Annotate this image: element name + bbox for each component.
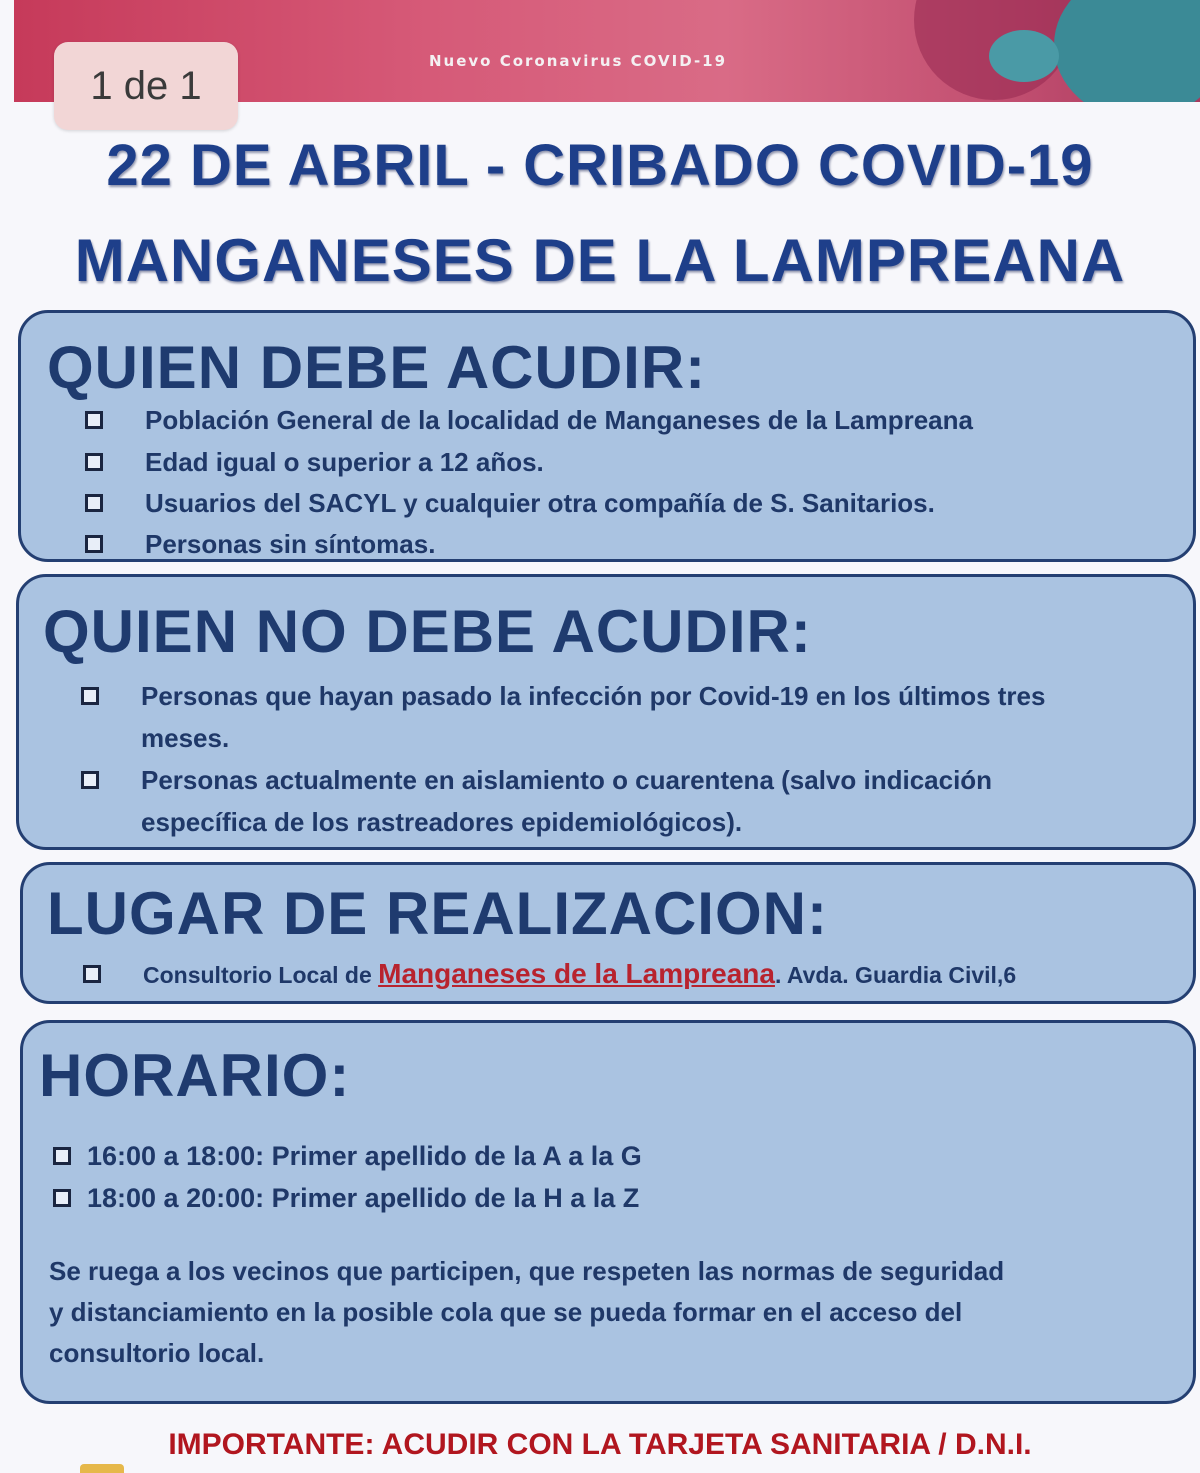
schedule-section <box>20 1020 1196 1404</box>
list-item: Población General de la localidad de Manganeses de la Lampreana <box>145 405 973 435</box>
location-link[interactable]: Manganeses de la Lampreana <box>378 958 775 989</box>
schedule-note: consultorio local. <box>49 1338 265 1368</box>
checkbox-icon <box>53 1189 71 1207</box>
checkbox-icon <box>85 453 103 471</box>
important-notice: IMPORTANTE: ACUDIR CON LA TARJETA SANITARIA / D.N.I. <box>168 1428 1032 1461</box>
schedule-slot: 18:00 a 20:00: Primer apellido de la H a la Z <box>87 1183 640 1213</box>
location-prefix: Consultorio Local de <box>143 962 379 988</box>
section-title: LUGAR DE REALIZACION: <box>47 880 828 947</box>
banner-title: Nuevo Coronavirus COVID-19 <box>429 52 728 70</box>
checkbox-icon <box>85 494 103 512</box>
list-item: Personas que hayan pasado la infección por Covid-19 en los últimos tres <box>141 681 1046 711</box>
section-title: QUIEN DEBE ACUDIR: <box>47 334 707 401</box>
crown-logo-icon <box>80 1464 124 1473</box>
list-item-continuation: específica de los rastreadores epidemiológicos). <box>141 807 743 837</box>
schedule-note: y distanciamiento en la posible cola que se pueda formar en el acceso del <box>49 1297 963 1327</box>
page-title: 22 DE ABRIL - CRIBADO COVID-19 <box>106 133 1094 198</box>
schedule-slot: 16:00 a 18:00: Primer apellido de la A a la G <box>87 1141 642 1171</box>
list-item: Usuarios del SACYL y cualquier otra compañía de S. Sanitarios. <box>145 488 935 518</box>
section-title: HORARIO: <box>39 1042 351 1109</box>
virus-graphic <box>989 30 1059 82</box>
list-item: Edad igual o superior a 12 años. <box>145 447 544 477</box>
checkbox-icon <box>81 771 99 789</box>
list-item: Personas actualmente en aislamiento o cuarentena (salvo indicación <box>141 765 993 795</box>
who-should-attend-section <box>18 310 1196 562</box>
section-title: QUIEN NO DEBE ACUDIR: <box>43 598 812 665</box>
schedule-note: Se ruega a los vecinos que participen, que respeten las normas de seguridad <box>49 1256 1005 1286</box>
virus-graphic <box>1054 0 1200 102</box>
location-address: . Avda. Guardia Civil,6 <box>774 962 1017 988</box>
checkbox-icon <box>53 1147 71 1165</box>
checkbox-icon <box>85 411 103 429</box>
location-text <box>143 953 1016 996</box>
checkbox-icon <box>81 687 99 705</box>
page-indicator-badge[interactable]: 1 de 1 <box>54 42 238 130</box>
list-item: Personas sin síntomas. <box>145 529 436 559</box>
checkbox-icon <box>85 535 103 553</box>
who-should-not-attend-section <box>16 574 1196 850</box>
checkbox-icon <box>83 965 101 983</box>
location-section <box>20 862 1196 1004</box>
list-item-continuation: meses. <box>141 723 230 753</box>
page-subtitle: MANGANESES DE LA LAMPREANA <box>74 227 1126 294</box>
